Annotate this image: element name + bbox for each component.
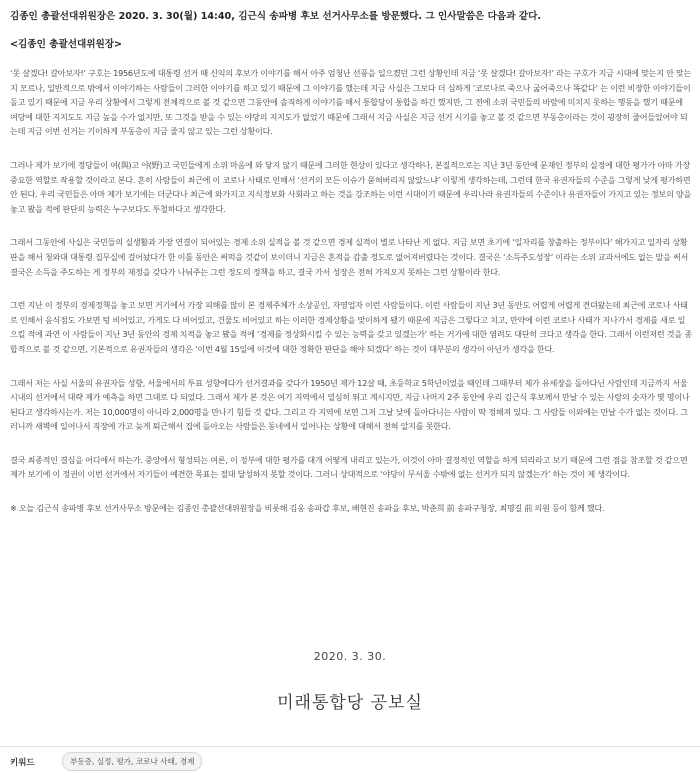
- article-paragraph: ‘못 살겠다! 갈아보자!’ 구호는 1956년도에 대통령 선거 때 신익의 후보가 이야기를 해서 아주 엄청난 선풍을 일으켰던 그런 상황인데 지금 ‘못 살겠다! 갈아보자!’ 라는 구호가 지금 시대에 맞는지 안 맞는지 모르나, 일반적으로 밖에서 이야기하는 사람들이 그러한 이야기를 하고 있기 때문에 그 이야기를 했는데 지금 사실은 그보다 더 심하게 ‘코로나로 죽으나 굶어죽으나 똑같다’ 는 이런 비장한 이야기들이 돌고 있기 때문에 지금 우리 상황에서 그렇게 전체적으로 볼 것 같으면 그동안에 솔직하게 이야기를 해서 통합당이 통합을 하긴 했지만, 그 전에 소위 국민들의 바람에 미치지 못하는 행동을 했기 때문에 여당에 대한 지지도도 지금 높을 수가 없지만, 또 그것을 받을 수 있는 야당의 지지도가 없었기 때문에 그래서 지금 사실은 지금 선거 시기를 놓고 볼 것 같으면 부동층이라는 것이 굉장히 줄어들었어야 되는데 지금 이번 선거는 기이하게 부동층이 지금 줄지 않고 있는 그런 상황이다.: [10, 68, 692, 137]
- keyword-label: 키워드: [10, 758, 35, 768]
- article-paragraph: 결국 최종적인 결심을 어디에서 하는가. 중앙에서 형성되는 여론, 이 정부에 대한 평가를 대개 어떻게 내리고 있는가, 이것이 아마 결정적인 역할을 하게 되리라고 보기 때문에 그런 점을 참조할 것 같으면 제가 보기에 이 정권이 이번 선거에서 자기들이 예견한 목표는 절대 달성하지 못할 것이다. 그러니 상대적으로 ‘야당이 무서울 수밖에 없는 선거가 되지 않겠는가’ 하는 것이 제 생각이다.: [10, 454, 688, 480]
- article-paragraph: 그래서 그동안에 사실은 국민들의 실생활과 가장 연결이 되어있는 경제 소위 실적을 볼 것 같으면 경제 실적이 별로 나타난 게 없다. 지금 보면 초기에 ‘일자리를 창출하는 정부이다’ 해가지고 일자리 상황판을 해서 청와대 대통령 집무실에 걸어놨다가 한 이틀 동안은 써먹을 것같이 보이더니 지금은 흔적을 감출 정도로 없어져버렸다는 것이다. 결국은 ‘소득주도성장’ 이라는 소위 교과서에도 없는 말을 써서 결국은 소득을 주도하는 게 정부의 재정을 갖다가 나눠주는 그런 정도의 정책을 하고, 결국 가서 성장은 전혀 가져오지 못하는 그런 상황이라 한다.: [10, 237, 689, 277]
- article-lead: 김종인 총괄선대위원장은 2020. 3. 30(월) 14:40, 김근식 송파병 후보 선거사무소를 방문했다. 그 인사말씀은 다음과 같다.: [10, 11, 541, 22]
- keyword-tag[interactable]: 부동층, 실정, 평가, 코로나 사태, 경제: [62, 752, 202, 771]
- speaker-heading: <김종인 총괄선대위원장>: [10, 39, 123, 50]
- press-office-signature: 미래통합당 공보실: [277, 693, 423, 713]
- article-paragraph: 그런 지난 이 정부의 경제정책을 놓고 보면 거기에서 가장 피해를 많이 본 경제주체가 소상공인, 자영업자 이런 사람들이다. 이런 사람들이 지난 3년 동안도 어렵게 어렵게 견뎌왔는데 최근에 코로나 사태로 인해서 음식점도 가보면 텅 비어있고, 가게도 다 비어있고, 건물도 비어있고 하는 이러한 경제상황을 맞이하게 됐기 때문에 지금은 그렇다고 치고, 만약에 이런 코로나 사태가 지나가서 경제를 새로 일으킬 적에 과연 이 사람들이 지난 3년 동안의 경제 치적을 놓고 봤을 적에 ‘경제를 정상화시킬 수 있는 능력을 갖고 있겠는가’ 하는 거기에 대한 염려도 대단히 크다고 생각을 한다. 그래서 이런저런 것을 종합적으로 볼 것 같으면, 기본적으로 유권자들의 생각은 ‘이번 4월 15일에 이것에 대한 정확한 판단을 해야 되겠다’ 하는 것이 대부분의 생각이 아닌가 생각을 한다.: [10, 300, 692, 354]
- keyword-bar: [0, 746, 700, 776]
- article-paragraph: 그래서 저는 사실 서울의 유권자들 성향, 서울에서의 투표 성향에다가 선거결과를 갖다가 1950년 제가 12살 때, 초등학교 5학년이었을 때인데 그때부터 제가 유세장을 돌아다닌 사람인데 지금까지 서울 시내의 선거에서 대략 제가 예측을 하면 그대로 다 되었다. 그래서 제가 본 것은 여기 지역에서 열심히 뛰고 계시지만, 지금 나머지 2주 동안에 우리 김근식 후보께서 만날 수 있는 사람의 숫자가 몇 명이나 된다고 생각하시는가. 저는 10,000명이 아니라 2,000명을 만나기 힘들 것 같다. 그리고 각 지역에 보면 그저 그날 낮에 돌아다니는 사람이 딱 정해져 있다. 그 사람들 이외에는 만날 수가 없는 것이다. 그러니까 새벽에 일어나서 직장에 가고 늦게 퇴근해서 집에 돌아오는 사람들은 동네에서 일어나는 상황에 대해서 전혀 알지를 못한다.: [10, 377, 690, 432]
- article-body: [10, 9, 692, 516]
- attendance-note: ※ 오늘 김근식 송파병 후보 선거사무소 방문에는 김종인 총괄선대위원장을 비롯해 김웅 송파갑 후보, 배현진 송파을 후보, 박춘희 前 송파구청장, 최명길 前 의원 등이 함께 했다.: [10, 503, 605, 514]
- article-paragraph: 그러나 제가 보기에 정당들이 여(與)고 야(野)고 국민들에게 소위 마음에 와 닿지 않기 때문에 그러한 현상이 있다고 생각하나, 본질적으로는 지난 3년 동안에 문재인 정부의 실정에 대한 평가가 아마 가장 중요한 역할로 작용할 것이라고 본다. 흔히 사람들이 최근에 이 코로나 사태로 인해서 ‘선거의 모든 이슈가 묻혀버리지 않았느냐’ 이렇게 생각하는데, 그런데 한국 유권자들의 수준을 그렇게 낮게 평가하면 안 된다. 우리 국민들은 아마 제가 보기에는 더군다나 최근에 와가지고 지식정보화 사회라고 하는 것을 강조하는 이런 시대이기 때문에 우리나라 유권자들의 수준이나 유권자들이 가지고 있는 정보의 양을 놓고 봤을 적에 판단의 능력은 누구보다도 투철하다고 생각한다.: [10, 159, 692, 214]
- release-date: 2020. 3. 30.: [313, 650, 387, 663]
